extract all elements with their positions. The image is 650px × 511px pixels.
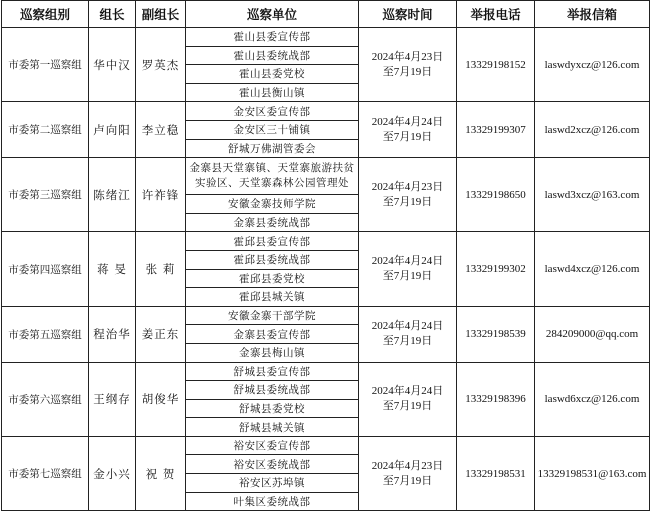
unit-cell: 金寨县梅山镇 bbox=[186, 343, 359, 362]
phone-cell: 13329198152 bbox=[457, 28, 535, 102]
unit-cell: 霍邱县委统战部 bbox=[186, 250, 359, 269]
unit-cell: 霍山县委统战部 bbox=[186, 46, 359, 65]
email-cell: 284209000@qq.com bbox=[535, 306, 650, 362]
unit-cell: 金安区三十铺镇 bbox=[186, 120, 359, 139]
table-row bbox=[2, 232, 650, 251]
header-units: 巡察单位 bbox=[186, 1, 359, 28]
time-start: 2024年4月24日 bbox=[371, 255, 444, 268]
header-group: 巡察组别 bbox=[2, 1, 89, 28]
group-name-cell: 市委第四巡察组 bbox=[2, 232, 89, 306]
group-name-cell: 市委第二巡察组 bbox=[2, 102, 89, 158]
time-cell bbox=[359, 362, 457, 436]
unit-cell: 舒城县委宣传部 bbox=[186, 362, 359, 381]
phone-cell: 13329199302 bbox=[457, 232, 535, 306]
group-name-cell: 市委第七巡察组 bbox=[2, 436, 89, 510]
email-cell: laswd2xcz@126.com bbox=[535, 102, 650, 158]
unit-cell: 安徽金寨技师学院 bbox=[186, 195, 359, 214]
time-cell bbox=[359, 28, 457, 102]
leader-cell: 王纲存 bbox=[89, 362, 136, 436]
leader-cell: 陈绪江 bbox=[89, 158, 136, 232]
unit-cell: 安徽金寨干部学院 bbox=[186, 306, 359, 325]
header-leader: 组长 bbox=[89, 1, 136, 28]
email-cell: 13329198531@163.com bbox=[535, 436, 650, 510]
unit-cell: 金寨县天堂寨镇、天堂寨旅游扶贫实验区、天堂寨森林公园管理处 bbox=[186, 158, 359, 195]
unit-cell: 霍山县衡山镇 bbox=[186, 83, 359, 102]
phone-cell: 13329198531 bbox=[457, 436, 535, 510]
unit-cell: 霍邱县城关镇 bbox=[186, 288, 359, 307]
time-cell bbox=[359, 102, 457, 158]
deputy-cell: 姜正东 bbox=[136, 306, 186, 362]
leader-cell: 金小兴 bbox=[89, 436, 136, 510]
group-name-cell: 市委第六巡察组 bbox=[2, 362, 89, 436]
leader-cell: 蒋 旻 bbox=[89, 232, 136, 306]
group-name-cell: 市委第一巡察组 bbox=[2, 28, 89, 102]
unit-cell: 霍山县委党校 bbox=[186, 65, 359, 84]
table-row bbox=[2, 28, 650, 47]
group-name-cell: 市委第五巡察组 bbox=[2, 306, 89, 362]
unit-cell: 霍邱县委宣传部 bbox=[186, 232, 359, 251]
unit-cell: 叶集区委统战部 bbox=[186, 492, 359, 511]
unit-cell: 舒城县委党校 bbox=[186, 399, 359, 418]
time-end: 至7月19日 bbox=[382, 400, 433, 413]
time-end: 至7月19日 bbox=[382, 335, 433, 348]
unit-cell: 舒城县城关镇 bbox=[186, 418, 359, 437]
email-cell: laswd3xcz@163.com bbox=[535, 158, 650, 232]
deputy-cell: 许祚锋 bbox=[136, 158, 186, 232]
deputy-cell: 祝 贺 bbox=[136, 436, 186, 510]
deputy-cell: 李立稳 bbox=[136, 102, 186, 158]
time-start: 2024年4月23日 bbox=[371, 50, 444, 63]
email-cell: laswd6xcz@126.com bbox=[535, 362, 650, 436]
leader-cell: 卢向阳 bbox=[89, 102, 136, 158]
header-email: 举报信箱 bbox=[535, 1, 650, 28]
time-end: 至7月19日 bbox=[382, 195, 433, 208]
time-end: 至7月19日 bbox=[382, 65, 433, 78]
unit-cell: 金安区委宣传部 bbox=[186, 102, 359, 121]
time-cell bbox=[359, 232, 457, 306]
unit-cell: 霍山县委宣传部 bbox=[186, 28, 359, 47]
unit-cell: 舒城县委统战部 bbox=[186, 381, 359, 400]
unit-cell: 裕安区委统战部 bbox=[186, 455, 359, 474]
header-deputy: 副组长 bbox=[136, 1, 186, 28]
unit-cell: 金寨县委宣传部 bbox=[186, 325, 359, 344]
table-row bbox=[2, 158, 650, 195]
leader-cell: 程治华 bbox=[89, 306, 136, 362]
phone-cell: 13329198650 bbox=[457, 158, 535, 232]
unit-cell: 舒城万佛湖管委会 bbox=[186, 139, 359, 158]
header-time: 巡察时间 bbox=[359, 1, 457, 28]
time-start: 2024年4月24日 bbox=[371, 385, 444, 398]
group-name-cell: 市委第三巡察组 bbox=[2, 158, 89, 232]
phone-cell: 13329199307 bbox=[457, 102, 535, 158]
inspection-schedule-table bbox=[1, 0, 650, 511]
time-start: 2024年4月24日 bbox=[371, 320, 444, 333]
time-cell bbox=[359, 436, 457, 510]
table-row bbox=[2, 362, 650, 381]
time-end: 至7月19日 bbox=[382, 130, 433, 143]
deputy-cell: 胡俊华 bbox=[136, 362, 186, 436]
time-start: 2024年4月23日 bbox=[371, 459, 444, 472]
time-end: 至7月19日 bbox=[382, 474, 433, 487]
header-phone: 举报电话 bbox=[457, 1, 535, 28]
deputy-cell: 罗英杰 bbox=[136, 28, 186, 102]
table-body bbox=[2, 28, 650, 511]
table-row bbox=[2, 436, 650, 455]
email-cell: laswdyxcz@126.com bbox=[535, 28, 650, 102]
leader-cell: 华中汉 bbox=[89, 28, 136, 102]
unit-cell: 裕安区委宣传部 bbox=[186, 436, 359, 455]
table-row bbox=[2, 306, 650, 325]
header-row bbox=[2, 1, 650, 28]
time-cell bbox=[359, 306, 457, 362]
email-cell: laswd4xcz@126.com bbox=[535, 232, 650, 306]
unit-cell: 金寨县委统战部 bbox=[186, 213, 359, 232]
time-start: 2024年4月24日 bbox=[371, 115, 444, 128]
time-end: 至7月19日 bbox=[382, 270, 433, 283]
unit-cell: 裕安区苏埠镇 bbox=[186, 474, 359, 493]
phone-cell: 13329198539 bbox=[457, 306, 535, 362]
unit-cell: 霍邱县委党校 bbox=[186, 269, 359, 288]
time-start: 2024年4月23日 bbox=[371, 180, 444, 193]
time-cell bbox=[359, 158, 457, 232]
deputy-cell: 张 莉 bbox=[136, 232, 186, 306]
table-row bbox=[2, 102, 650, 121]
phone-cell: 13329198396 bbox=[457, 362, 535, 436]
